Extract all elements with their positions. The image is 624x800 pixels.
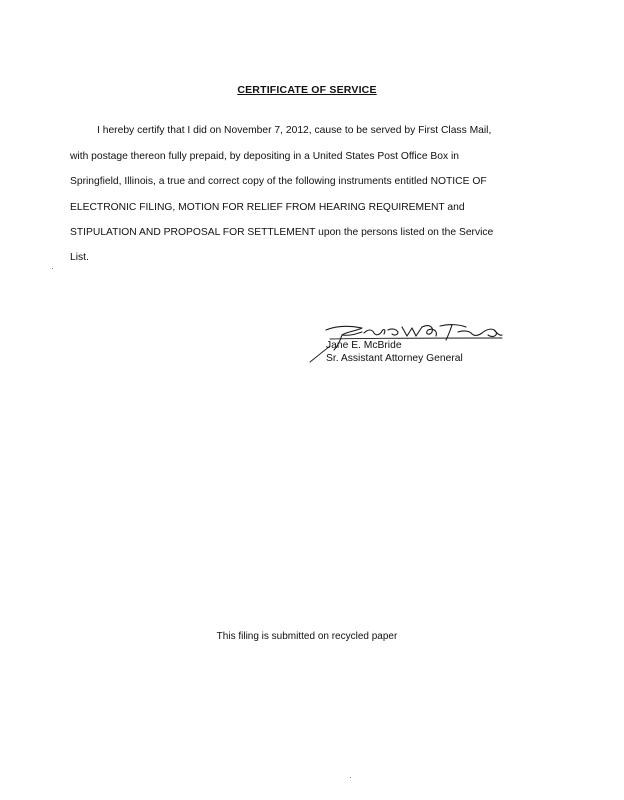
body-line: List. — [70, 252, 89, 263]
document-title: CERTIFICATE OF SERVICE — [237, 84, 377, 96]
signer-name: Jane E. McBride — [326, 340, 402, 351]
body-line: with postage thereon fully prepaid, by depositing in a United States Post Office Box in — [70, 151, 460, 162]
scan-speck — [52, 268, 53, 269]
body-line: STIPULATION AND PROPOSAL FOR SETTLEMENT upon the persons listed on the Service — [70, 227, 494, 238]
body-line: ELECTRONIC FILING, MOTION FOR RELIEF FROM HEARING REQUIREMENT and — [70, 202, 465, 213]
body-line: Springfield, Illinois, a true and correct copy of the following instruments entitled NOTICE OF — [70, 176, 487, 187]
body-line: I hereby certify that I did on November 7, 2012, cause to be served by First Class Mail, — [97, 125, 492, 136]
scan-speck — [350, 777, 351, 778]
signer-title: Sr. Assistant Attorney General — [326, 353, 463, 364]
footer-note: This filing is submitted on recycled paper — [216, 631, 398, 642]
